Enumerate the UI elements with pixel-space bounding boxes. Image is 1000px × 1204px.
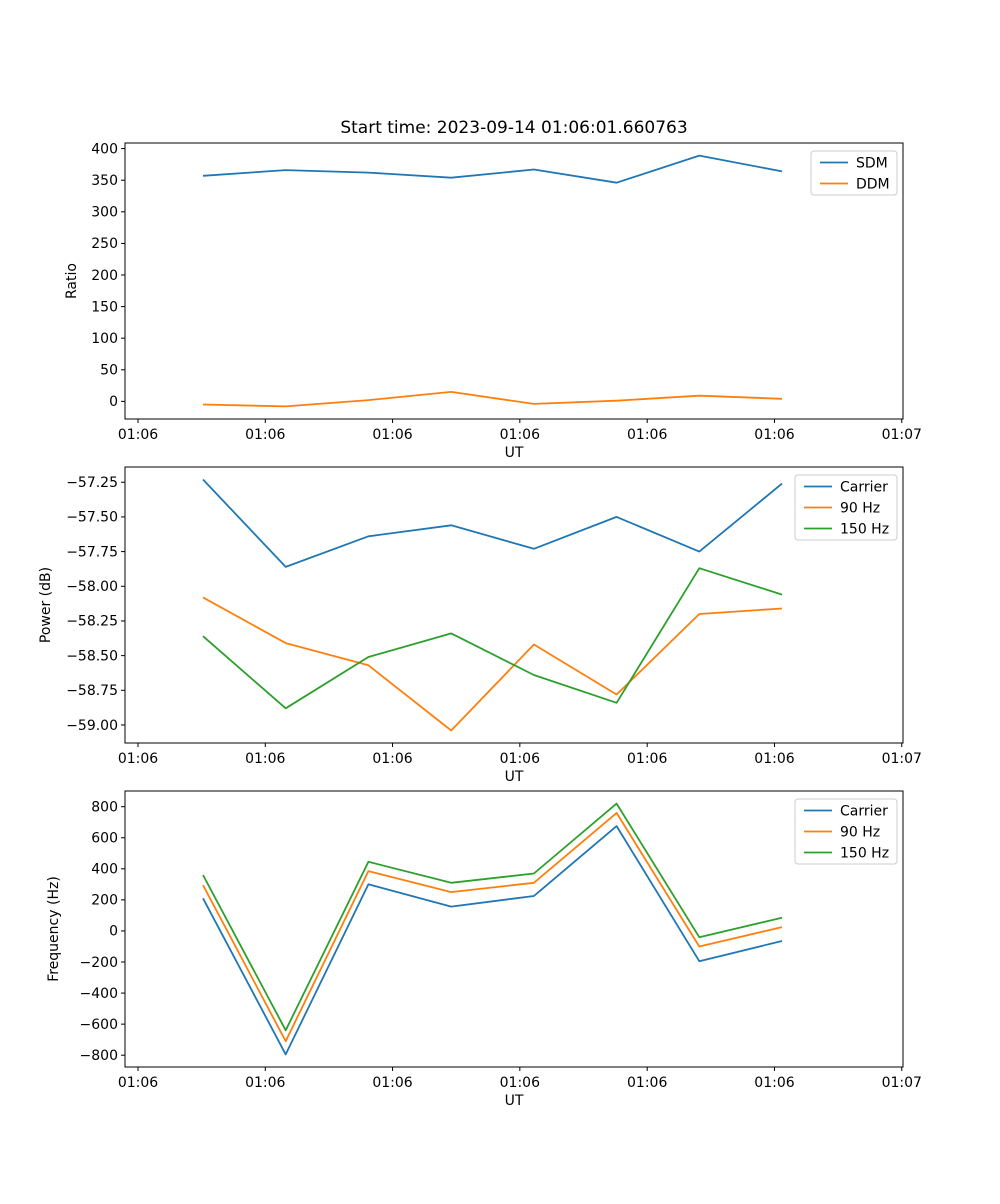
subplot-power-db [38, 467, 922, 785]
x-axis-label: UT [504, 445, 524, 461]
y-tick-label: 50 [100, 362, 118, 379]
x-tick-label: 01:06 [499, 427, 541, 443]
y-tick-label: −58.00 [66, 579, 118, 596]
series-line-90-hz [203, 597, 782, 730]
x-tick-label: 01:07 [881, 1075, 922, 1091]
y-tick-label: −58.25 [66, 613, 118, 630]
y-tick-label: −200 [79, 954, 118, 971]
x-tick-label: 01:06 [754, 751, 795, 767]
y-tick-label: −59.00 [66, 717, 118, 734]
y-tick-label: 400 [91, 141, 118, 158]
y-tick-label: 800 [91, 799, 118, 816]
legend-entry-label-150-hz: 150 Hz [840, 845, 890, 862]
x-tick-label: 01:06 [245, 1075, 286, 1091]
y-tick-label: −600 [79, 1016, 118, 1033]
y-tick-label: 0 [109, 923, 118, 940]
subplot-ratio [64, 141, 922, 461]
series-line-carrier [203, 480, 782, 567]
axes-frame [125, 143, 903, 419]
y-tick-label: 250 [91, 236, 118, 253]
y-axis-label: Power (dB) [38, 566, 54, 644]
x-tick-label: 01:06 [245, 427, 286, 443]
y-tick-label: 200 [91, 892, 118, 909]
x-tick-label: 01:06 [117, 751, 159, 767]
y-axis-label: Ratio [64, 263, 80, 299]
y-tick-label: 0 [109, 394, 118, 411]
legend [795, 475, 897, 540]
x-tick-label: 01:06 [627, 1075, 668, 1091]
x-axis-label: UT [504, 769, 524, 785]
y-tick-label: 350 [91, 173, 118, 190]
y-tick-label: −58.75 [66, 683, 118, 700]
y-tick-label: 400 [91, 861, 118, 878]
y-axis-label: Frequency (Hz) [46, 876, 62, 982]
y-tick-label: 200 [91, 267, 118, 284]
y-tick-label: 150 [91, 299, 118, 316]
x-tick-label: 01:06 [372, 751, 413, 767]
x-tick-label: 01:06 [372, 1075, 413, 1091]
legend-entry-label-carrier: Carrier [840, 479, 888, 496]
y-tick-label: 100 [91, 330, 118, 347]
x-axis-label: UT [504, 1093, 524, 1109]
series-line-ddm [203, 392, 782, 407]
axes-frame [125, 467, 903, 743]
x-tick-label: 01:06 [754, 1075, 795, 1091]
y-tick-label: −800 [79, 1047, 118, 1064]
x-tick-label: 01:06 [627, 751, 668, 767]
y-tick-label: 300 [91, 204, 118, 221]
x-tick-label: 01:06 [245, 751, 286, 767]
figure-title: Start time: 2023-09-14 01:06:01.660763 [340, 118, 688, 138]
legend [811, 151, 897, 195]
legend-entry-label-sdm: SDM [856, 155, 888, 172]
x-tick-label: 01:06 [499, 1075, 541, 1091]
legend-entry-label-90-hz: 90 Hz [840, 500, 881, 517]
x-tick-label: 01:06 [117, 1075, 159, 1091]
subplot-frequency-hz [46, 791, 922, 1109]
y-tick-label: −57.25 [66, 475, 118, 492]
legend-entry-label-90-hz: 90 Hz [840, 824, 881, 841]
legend-entry-label-carrier: Carrier [840, 803, 888, 820]
axes-frame [125, 791, 903, 1067]
subplots-container [38, 141, 922, 1109]
x-tick-label: 01:06 [627, 427, 668, 443]
y-tick-label: −57.50 [66, 509, 118, 526]
x-tick-label: 01:06 [117, 427, 159, 443]
y-tick-label: −400 [79, 985, 118, 1002]
x-tick-label: 01:07 [881, 751, 922, 767]
y-tick-label: −57.75 [66, 544, 118, 561]
series-line-sdm [203, 156, 782, 183]
x-tick-label: 01:07 [881, 427, 922, 443]
legend-entry-label-150-hz: 150 Hz [840, 521, 890, 538]
x-tick-label: 01:06 [372, 427, 413, 443]
series-line-150-hz [203, 804, 782, 1031]
x-tick-label: 01:06 [754, 427, 795, 443]
legend-entry-label-ddm: DDM [856, 176, 890, 193]
y-tick-label: −58.50 [66, 648, 118, 665]
x-tick-label: 01:06 [499, 751, 541, 767]
legend [795, 799, 897, 864]
y-tick-label: 600 [91, 830, 118, 847]
series-line-90-hz [203, 813, 782, 1041]
